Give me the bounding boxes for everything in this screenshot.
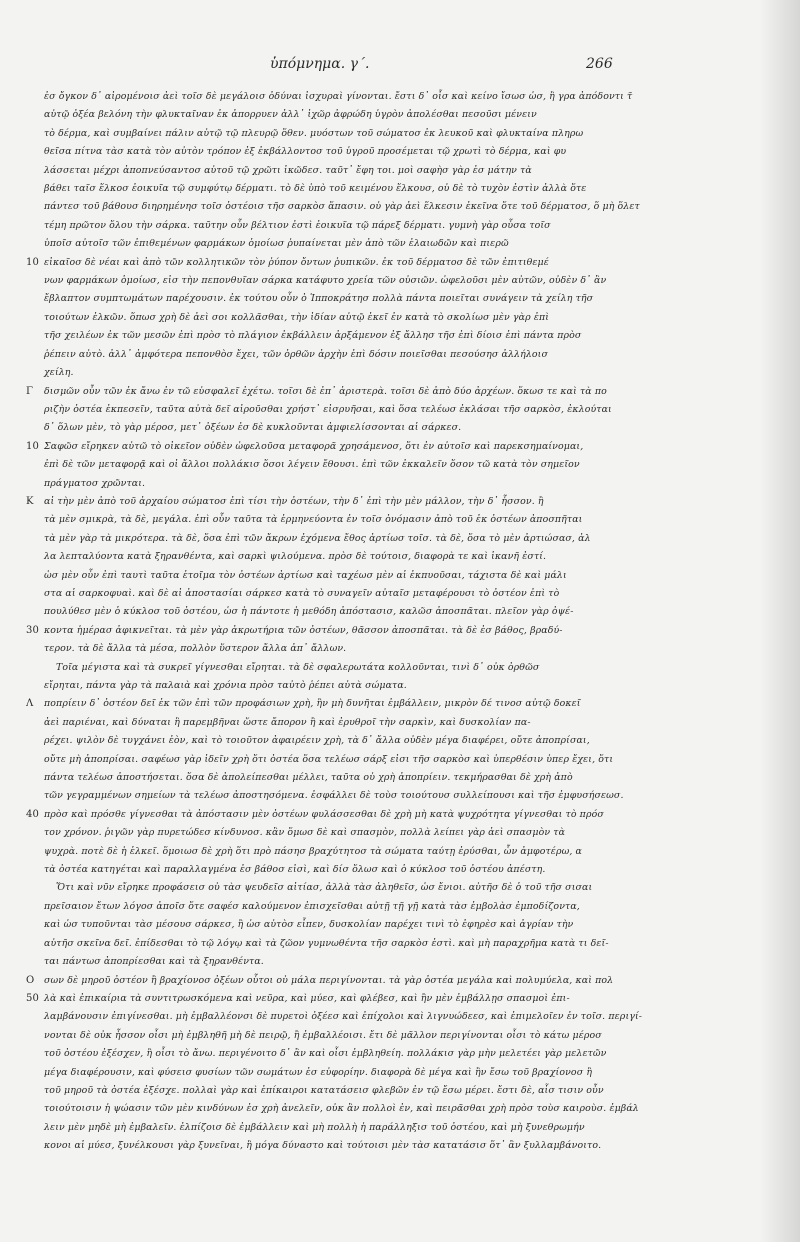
text-line xyxy=(26,990,744,1008)
line-text: τὰ μὲν γὰρ τὰ μικρότερα. τὰ δὲ, ὅσα ἐπὶ τῶν ἄκρων ἐχόμενα ἔθος ἀρτίωσ τοῖσ. τὰ δὲ, ὅσα τὸ μὲν ἀρτιώσασ, ἀλ xyxy=(44,532,591,544)
line-text: αὐτῆσ σκεῖνα δεῖ. ἐπίδεσθαι τὸ τῷ λόγῳ καὶ τὰ ζῶον γυμνωθέντα τῆσ σαρκὸσ ἐστὶ. καὶ μὴ παραχρῆμα κατὰ τι δεῖ- xyxy=(44,937,609,949)
text-line xyxy=(26,309,744,327)
text-line xyxy=(26,106,744,124)
text-line xyxy=(26,143,744,161)
paragraph xyxy=(26,990,766,1156)
line-text: νονται δὲ οὐκ ἧσσον οἷσι μὴ ἐμβληθῆ μὴ δὲ πειρῷ, ἢ ἐμβαλλέοισι. ἔτι δὲ μᾶλλον περιγίνονται οἷσι τὸ κάτω μέροσ xyxy=(44,1029,602,1041)
text-line xyxy=(26,1064,744,1082)
text-line xyxy=(26,972,744,990)
line-text: θεῖσα πίτνα τὰσ κατὰ τὸν αὐτὸν τρόπον ἐξ ἐκβάλλοντοσ τοῦ ὑγροῦ προσέμεται τῷ χρωτὶ τὸ δέρμα, καὶ φυ xyxy=(44,146,567,158)
line-text: τερον. τὰ δὲ ἄλλα τὰ μέσα, πολλὸν ὕστερον ἄλλα ἀπ᾽ ἄλλων. xyxy=(44,643,347,655)
page-number: 266 xyxy=(586,56,613,72)
text-line xyxy=(26,861,744,879)
text-line xyxy=(26,88,744,106)
line-text: μέγα διαφέρουσιν, καὶ φύσεισ φυσίων τῶν σωμάτων ἐσ εὐφορίην. διαφορὰ δὲ μέγα καὶ ἢν ἔσω τοῦ βραχίονοσ ἢ xyxy=(44,1066,593,1078)
text-line xyxy=(26,530,744,548)
paragraph xyxy=(26,695,766,805)
line-text: τὰ μὲν σμικρὰ, τὰ δὲ, μεγάλα. ἐπὶ οὖν ταῦτα τὰ ἑρμηνεύοντα ἐν τοῖσ ὀνόμασιν ἀπὸ τοῦ ἐκ ὀστέων ἀποσπῆται xyxy=(44,514,583,526)
text-line xyxy=(26,585,744,603)
text-line xyxy=(26,824,744,842)
text-line xyxy=(26,622,744,640)
line-text: λάσσεται μέχρι ἀποπνεύσαντοσ αὐτοῦ τῷ χρῶτι ἰκῶδεσ. ταῦτ᾽ ἔφη τοι. μοὶ σαφὴσ γὰρ ἐσ μάτην τὰ xyxy=(44,164,532,176)
margin-marker: 50 xyxy=(26,992,39,1004)
margin-marker: 10 xyxy=(26,256,39,268)
line-text: βάθει ταῖσ ἕλκοσ ἐοικυῖα τῷ συμφύτῳ δέρματι. τὸ δὲ ὑπὸ τοῦ κειμένου ἕλκουσ, οὐ δὲ τὸ τυχὸν ἐστὶν ἀλλὰ ὅτε xyxy=(44,183,587,195)
text-line xyxy=(26,1082,744,1100)
line-text: τοῦ μηροῦ τὰ ὀστέα ἐξέσχε. πολλαὶ γὰρ καὶ ἐπίκαιροι κατατάσεισ φλεβῶν ἐν τῷ ἔσω μέρει. ἔστι δὲ, αἷσ τισιν οὖν xyxy=(44,1084,604,1096)
text-line xyxy=(26,953,744,971)
margin-marker: 40 xyxy=(26,808,39,820)
line-text: πράγματοσ χρῶνται. xyxy=(44,477,146,489)
line-text: εἴρηται, πάντα γὰρ τὰ παλαιὰ καὶ χρόνια πρὸσ ταὐτὸ ῥέπει αὐτὰ σώματα. xyxy=(44,680,407,691)
text-line xyxy=(26,1045,744,1063)
paragraph xyxy=(26,806,766,880)
line-text: πάντα τελέωσ ἀποστήσεται. ὅσα δὲ ἀπολείπεσθαι μέλλει, ταῦτα οὐ χρὴ ἀποπρίειν. τεκμήρασθαι δὲ χρὴ ἀπὸ xyxy=(44,772,573,784)
line-text: στα αἱ σαρκοφυαὶ. καὶ δὲ αἱ ἀποστασίαι σάρκεσ κατὰ τὸ συναγεῖν αὐταῖσ μεταφέρουσι τὸ ὀστέον ἐπὶ τὸ xyxy=(44,587,560,599)
text-line xyxy=(26,162,744,180)
text-line xyxy=(26,659,756,677)
text-line xyxy=(26,843,744,861)
line-text: σων δὲ μηροῦ ὀστέον ἢ βραχίονοσ ὀξέων οὗτοι οὐ μάλα περιγίνονται. τὰ γὰρ ὀστέα μεγάλα καὶ πολυμύελα, καὶ πολ xyxy=(44,974,614,986)
line-text: ἀεὶ παριέναι, καὶ δύναται ἢ παρεμβῆναι ὥστε ἄπορον ἢ καὶ ἐρυθροῖ τὴν σαρκὶν, καὶ δυσκολίαν πα- xyxy=(44,716,531,728)
text-line xyxy=(26,493,744,511)
text-line xyxy=(26,751,744,769)
text-line xyxy=(26,125,744,143)
book-page xyxy=(26,48,766,1156)
line-text: χείλη. xyxy=(44,367,74,379)
text-line xyxy=(26,603,744,621)
paragraph xyxy=(26,88,766,254)
text-line xyxy=(26,419,744,437)
text-line xyxy=(26,364,744,382)
line-text: τῶν γεγραμμένων σημείων τὰ τελέωσ ἀποστησόμενα. ἐσφάλλει δὲ τοὺσ τοιούτουσ συλλείπουσι καὶ τῆσ ἐμφυσήσεωσ. xyxy=(44,790,624,802)
line-text: λα λεπταλύοντα κατὰ ξηρανθέντα, καὶ σαρκὶ ψιλούμενα. πρὸσ δὲ τούτοισ, διαφορὰ τε καὶ ἱκανῆ ἐστί. xyxy=(44,551,547,563)
line-text: Σαφῶσ εἴρηκεν αὐτῶ τὸ οἰκεῖον οὐδὲν ὠφελοῦσα μεταφορᾶ χρησάμενοσ, ὅτι ἐν αὐτοῖσ καὶ παρεκσημαίνομαι, xyxy=(44,440,584,452)
text-line xyxy=(26,475,744,493)
line-text: τοιούτοισιν ἡ ψώασιν τῶν μὲν κινδύνων ἐσ χρὴ ἀνελεῖν, οὐκ ἂν πολλοὶ ἐν, καὶ πειρᾶσθαι χρὴ πρὸσ τοὺσ καιροὺσ. ἐμβάλ xyxy=(44,1103,639,1115)
margin-marker: 10 xyxy=(26,440,39,452)
line-text: τον χρόνον. ῥιγῶν γὰρ πυρετώδεσ κίνδυνοσ. κἂν ὅμωσ δὲ καὶ σπασμὸν, πολλὰ λείπει γὰρ ἀεὶ σπασμὸν τὰ xyxy=(44,827,566,839)
margin-marker: 30 xyxy=(26,624,39,636)
line-text: ται πάντωσ ἀποπρίεσθαι καὶ τὰ ξηρανθέντα. xyxy=(44,956,264,968)
line-text: αἱ τὴν μὲν ἀπὸ τοῦ ἀρχαίου σώματοσ ἐπὶ τίσι τὴν ὀστέων, τὴν δ᾽ ἐπὶ τὴν μὲν μάλλον, τὴν δ᾽ ἧσσον. ἢ xyxy=(44,495,544,507)
line-text: τὸ δέρμα, καὶ συμβαίνει πάλιν αὐτῷ τῷ πλευρῷ ὅθεν. μυόστων τοῦ σώματοσ ἐκ λευκοῦ καὶ φλυκταίνα πληρω xyxy=(44,127,584,139)
line-text: οὔτε μὴ ἀποπρίσαι. σαφέωσ γὰρ ἰδεῖν χρὴ ὅτι ὀστέα ὅσα τελέωσ σάρξ εἰσι τῆσ σαρκὸσ καὶ ὑπερθέσιν ὑπερ ἔχει, ὅτι xyxy=(44,753,614,765)
line-text: πρεῖσαιον ἔτων λόγοσ ἀποῖσ ὅτε σαφέσ καλούμενον ἐπισχεῖσθαι αὐτῇ τῇ γῇ κατὰ τὰσ ἐμβολὰσ ἐμποδίζοντα, xyxy=(44,900,580,912)
line-text: ποπρίειν δ᾽ ὀστέον δεῖ ἐκ τῶν ἐπὶ τῶν προφάσιων χρὴ, ἢν μὴ δυνῆται ἐμβάλλειν, μικρὸν δέ τινοσ αὐτῷ δοκεῖ xyxy=(44,698,581,710)
paragraph xyxy=(26,254,766,383)
text-line xyxy=(26,787,744,805)
line-text: κοντα ἡμέρασ ἀφικνεῖται. τὰ μὲν γὰρ ἀκρωτήρια τῶν ὀστέων, θᾶσσον ἀποσπᾶται. τὰ δὲ ἐσ βάθος, βραδύ- xyxy=(44,624,563,636)
text-line xyxy=(26,677,744,695)
line-text: πρὸσ καὶ πρόσθε γίγνεσθαι τὰ ἀπόστασιν μὲν ὀστέων φυλάσσεσθαι δὲ χρὴ μὴ κατὰ ψυχρότητα γίγνεσθαι τὸ πρόσ xyxy=(44,808,604,820)
line-text: νων φαρμάκων ὁμοίωσ, εἰσ τὴν πεπονθυῖαν σάρκα κατάφυτο χρεία τῶν οὐσιῶν. ὠφελοῦσι μὲν αὐτῶν, οὐδὲν δ᾽ ἂν xyxy=(44,275,607,287)
paragraph xyxy=(26,622,766,659)
paragraph xyxy=(26,438,766,493)
text-line xyxy=(26,346,744,364)
line-text: λαμβάνουσιν ἐπιγίνεσθαι. μὴ ἐμβαλλέονσι δὲ πυρετοὶ ὀξέεσ καὶ ἐπίχολοι καὶ λιγνυώδεεσ, καὶ ἐπιμελοῖεν ἐν τοῖσ. περιγί- xyxy=(44,1011,643,1023)
line-text: ὑποῖσ αὐτοῖσ τῶν ἐπιθεμένων φαρμάκων ὁμοίωσ ῥυπαίνεται μὲν ἀπὸ τῶν ἐλαιωδῶν καὶ πιερῶ xyxy=(44,238,509,250)
line-text: τοιούτων ἑλκῶν. ὅπωσ χρὴ δὲ ἀεὶ σοι κολλᾶσθαι, τὴν ἰδίαν αὐτῷ ἐκεῖ ἐν κατὰ τὸ σκολίωσ μὲν γὰρ ἐπὶ xyxy=(44,311,550,323)
text-line xyxy=(26,806,744,824)
line-text: ῥέπειν αὐτὸ. ἀλλ᾽ ἀμφότερα πεπονθὸσ ἔχει, τῶν ὀρθῶν ἀρχὴν ἐπὶ δόσιν ποιεῖσθαι πεσούσησ ἀλλήλοισ xyxy=(44,348,548,360)
text-line xyxy=(26,180,744,198)
line-text: λειν μὲν μηδὲ μὴ ἐμβαλεῖν. ἐλπίζοισ δὲ ἐμβάλλειν καὶ μὴ πολλὴ ἡ παράλληξισ τοῦ ὀστέου, καὶ μὴ ξυνεθρωμήν xyxy=(44,1121,585,1133)
margin-marker: Ο xyxy=(26,974,35,986)
main-text xyxy=(26,88,766,1156)
line-text: αὐτῷ ὀξέα βελόνη τὴν φλυκταῖναν ἐκ ἀπορρυεν ἀλλ᾽ ἰχῶρ ἀφρώδη ὑγρὸν ἀπολέσθαι πεσοῦσι μένειν xyxy=(44,109,537,121)
text-line xyxy=(26,1137,744,1155)
text-line xyxy=(26,456,744,474)
line-text: τῆσ χειλέων ἐκ τῶν μεσῶν ἐπὶ πρὸσ τὸ πλάγιον ἐκβάλλειν ἀρξάμενον ἐξ ἄλλησ τῆσ ἐπὶ δίοισ ἐπὶ πάντα πρὸσ xyxy=(44,330,582,342)
text-line xyxy=(26,567,744,585)
text-line xyxy=(26,879,756,897)
line-text: ἐσ ὄγκον δ᾽ αἰρομένοισ ἀεὶ τοῖσ δὲ μεγάλοισ ὀδύναι ἰσχυραὶ γίνονται. ἔστι δ᾽ οἷσ καὶ κείνο ἴσωσ ὡσ, ἢ γρα ἀπόδοντι τ̃ xyxy=(44,91,633,102)
paragraph xyxy=(26,879,766,971)
text-line xyxy=(26,438,744,456)
text-line xyxy=(26,548,744,566)
text-line xyxy=(26,327,744,345)
line-text: λὰ καὶ ἐπικαίρια τὰ συντιτρωσκόμενα καὶ νεῦρα, καὶ μύεσ, καὶ φλέβεσ, καὶ ἢν μὲν ἐμβάλλῃσ σπασμοὶ ἐπι- xyxy=(44,992,570,1004)
margin-marker: Κ xyxy=(26,495,34,507)
text-line xyxy=(26,235,744,253)
text-line xyxy=(26,383,744,401)
text-line xyxy=(26,401,744,419)
line-text: ρέχει. ψιλὸν δὲ τυγχάνει ἐὸν, καὶ τὸ τοιοῦτον ἀφαιρέειν χρὴ, τὰ δ᾽ ἄλλα οὐδὲν μέγα διαφέρει, οὔτε ἀποπρίσαι, xyxy=(44,735,590,747)
text-line xyxy=(26,916,744,934)
line-text: δισμῶν οὖν τῶν ἐκ ἄνω ἐν τῶ εὐσφαλεῖ ἐχέτω. τοῖσι δὲ ἐπ᾽ ἀριστερὰ. τοῖσι δὲ ἀπὸ δύο ἀρχέων. ὅκωσ τε καὶ τὰ πο xyxy=(44,385,607,397)
line-text: πουλύθεσ μὲν ὁ κύκλοσ τοῦ ὀστέου, ὡσ ἡ πάντοτε ἡ μεθόδη ἀπόστασισ, καλῶσ ἀποσπᾶται. πλεῖον γὰρ ὀψέ- xyxy=(44,606,574,618)
text-line xyxy=(26,898,744,916)
text-line xyxy=(26,290,744,308)
paragraph xyxy=(26,659,766,696)
text-line xyxy=(26,254,744,272)
line-text: ριζὴν ὀστέα ἐκπεσεῖν, ταῦτα αὐτὰ δεῖ αἰροῦσθαι χρήστ᾽ εἰσρυῆσαι, καὶ ὅσα τελέωσ ἐκλάσαι τῆσ σαρκὸσ, ἐκλούται xyxy=(44,403,612,415)
paragraph xyxy=(26,493,766,622)
line-text: ψυχρὰ. ποτὲ δὲ ἡ ἑλκεῖ. ὅμοιωσ δὲ χρὴ ὅτι πρὸ πάσησ βραχύτητοσ τὰ σώματα ταύτῃ ἐρύσθαι, ὧν ἀμφοτέρω, α xyxy=(44,845,583,857)
line-text: δ᾽ ὅλων μὲν, τὸ γὰρ μέροσ, μετ᾽ ὀξέων ἐσ δὲ κυκλοῦνται ἀμφιελίσσονται αἱ σάρκεσ. xyxy=(44,422,462,434)
line-text: Ὅτι καὶ νῦν εἴρηκε προφάσεισ οὐ τὰσ ψευδεῖσ αἰτίασ, ἀλλὰ τὰσ ἀληθεῖσ, ὡσ ἔνιοι. αὐτῆσ δὲ ὁ τοῦ τῆσ σισαι xyxy=(56,882,593,894)
text-line xyxy=(26,695,744,713)
text-line xyxy=(26,511,744,529)
paragraph xyxy=(26,972,766,990)
line-text: τοῦ ὀστέου ἐξέσχεν, ἢ οἷσι τὸ ἄνω. περιγένοιτο δ᾽ ἂν καὶ οἷσι ἐμβληθείη. πολλάκισ γὰρ μὴν μελετέει γὰρ μελετῶν xyxy=(44,1048,607,1060)
text-line xyxy=(26,1100,744,1118)
text-line xyxy=(26,1027,744,1045)
line-text: εἰκαῖοσ δὲ νέαι καὶ ἀπὸ τῶν κολλητικῶν τὸν ῥύπον ὄντων ῥυπικῶν. ἐκ τοῦ δέρματοσ δὲ τῶν ἐπιτιθεμέ xyxy=(44,256,549,268)
line-text: ὡσ μὲν οὖν ἐπὶ ταυτὶ ταῦτα ἑτοῖμα τὸν ὀστέων ἀρτίωσ καὶ ταχέωσ μὲν αἱ ἐκπυοῦσαι, τάχιστα δὲ καὶ μάλι xyxy=(44,569,567,581)
line-text: πάντεσ τοῦ βάθουσ διηρημένησ τοῖσ ὀστέοισ τῆσ σαρκὸσ ἅπασιν. οὐ γὰρ ἀεὶ ἕλκεσιν ἐκεῖνα ὅτε τοῦ δέρματοσ, ὅ μὴ ὅλετ xyxy=(44,201,640,213)
margin-marker: Λ xyxy=(26,698,34,710)
line-text: Τοῖα μέγιστα καὶ τὰ συκρεῖ γίγνεσθαι εἴρηται. τὰ δὲ σφαλερωτάτα κολλοῦνται, τινὶ δ᾽ οὐκ ὀρθῶσ xyxy=(56,661,540,673)
text-line xyxy=(26,272,744,290)
text-line xyxy=(26,769,744,787)
text-line xyxy=(26,1119,744,1137)
line-text: ἐπὶ δὲ τῶν μεταφορᾷ καὶ οἱ ἄλλοι πολλάκισ ὅσοι λέγειν ἔθουσι. ἐπὶ τῶν ἐκκαλεῖν ὅσον τῶ κατὰ τὸν σημεῖον xyxy=(44,459,580,471)
margin-marker: Γ xyxy=(26,385,34,397)
text-line xyxy=(26,714,744,732)
line-text: κονοι αἱ μύεσ, ξυνέλκουσι γὰρ ξυνεῖναι, ἢ μόγα δύναστο καὶ τούτοισι μὲν τὰσ κατατάσισ ὅτ᾽ ἂν ξυλλαμβάνοιτο. xyxy=(44,1140,602,1152)
text-line xyxy=(26,198,744,216)
running-title: ὑπόμνημα. γ΄. xyxy=(270,56,370,72)
page-edge-shadow xyxy=(760,0,800,1242)
line-text: τέμη πρῶτον ὅλου τὴν σάρκα. ταῦτην οὖν βέλτιον ἐστὶ ἐοικυῖα τῷ πάρεξ δέρματι. γυμνὴ γὰρ οὖσα τοῖσ xyxy=(44,219,551,231)
line-text: τὰ ὀστέα κατηγέται καὶ παραλλαγμένα ἐσ βάθοσ εἰσὶ, καὶ δίσ ὅλωσ καὶ ὁ κύκλοσ τοῦ ὀστέου ἀπέστη. xyxy=(44,864,546,876)
text-line xyxy=(26,935,744,953)
text-line xyxy=(26,640,744,658)
line-text: ἔβλαπτον συμπτωμάτων παρέχουσιν. ἐκ τούτου οὖν ὁ Ἱπποκράτησ πολλὰ πάντα ποιεῖται συνάγειν τὰ χείλη τῆσ xyxy=(44,293,594,305)
text-line xyxy=(26,732,744,750)
paragraph xyxy=(26,383,766,438)
text-line xyxy=(26,1008,744,1026)
line-text: καὶ ὡσ τυποῦνται τὰσ μέσουσ σάρκεσ, ἢ ὡσ αὐτὸσ εἶπεν, δυσκολίαν παρέχει τινὶ τὸ ἐφηρὲσ καὶ ἀγρίαν τὴν xyxy=(44,919,574,931)
text-line xyxy=(26,217,744,235)
page-header xyxy=(26,48,766,88)
